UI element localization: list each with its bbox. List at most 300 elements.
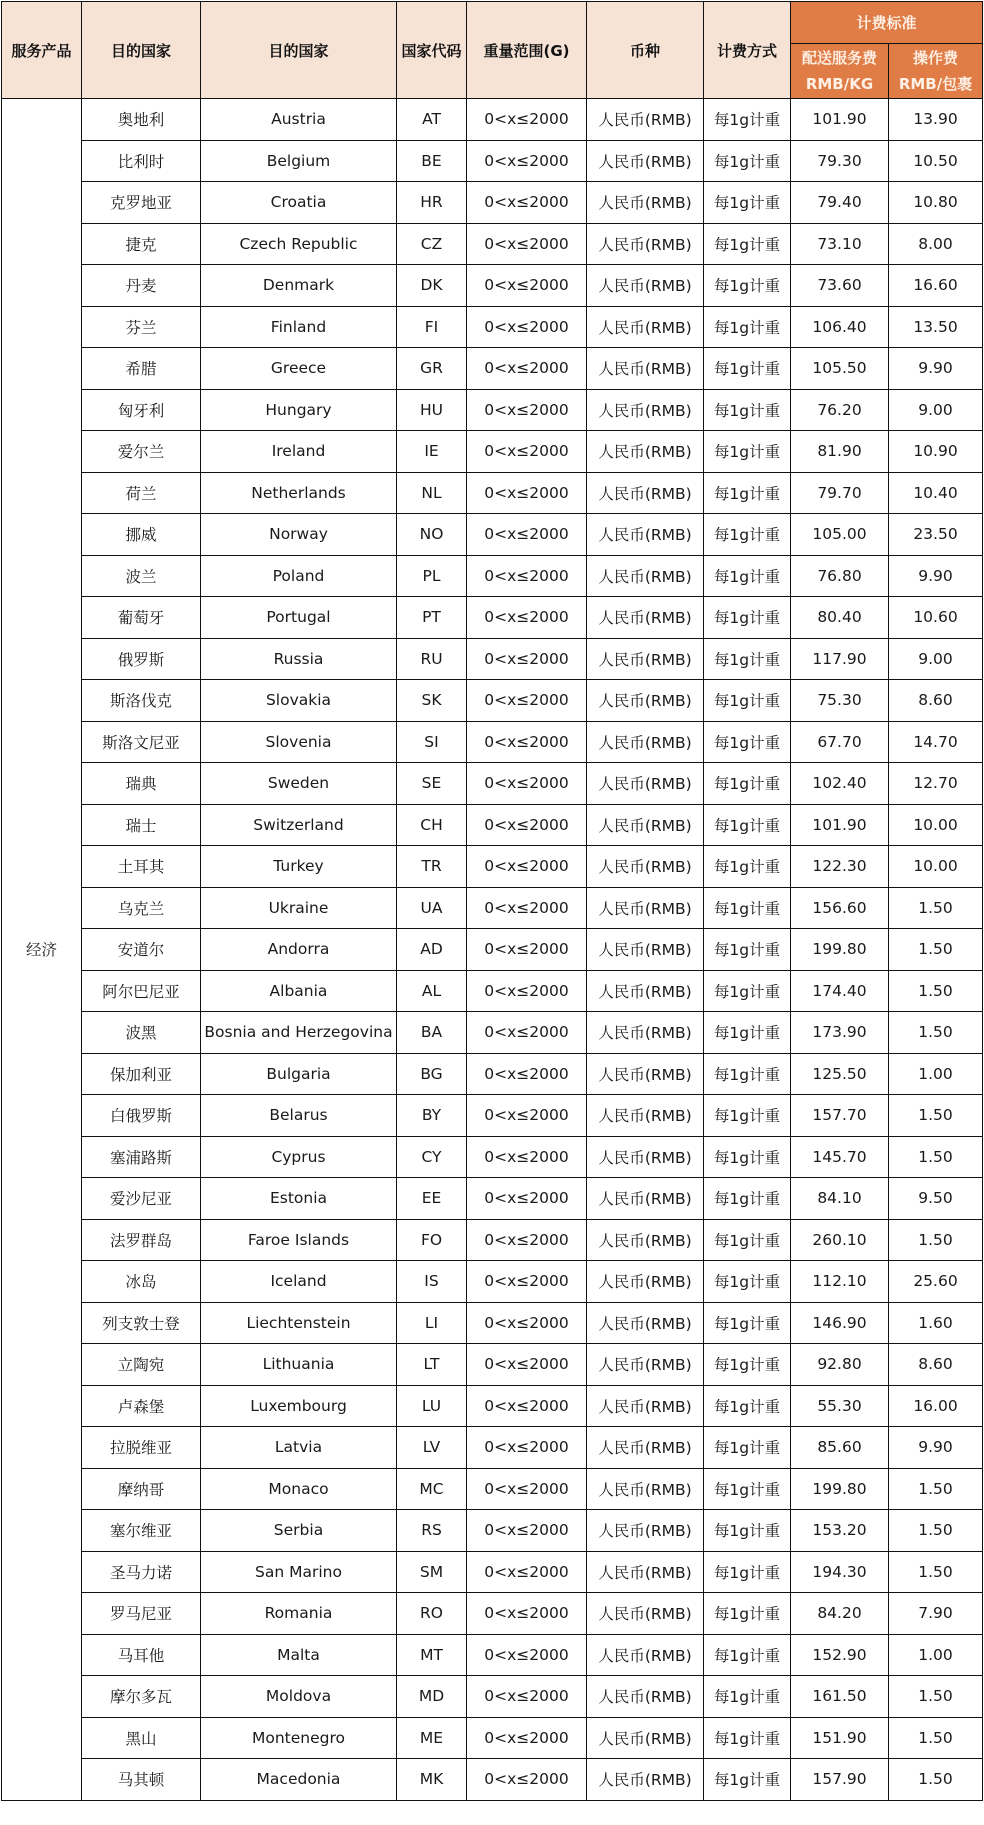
country-code-cell: BG [397, 1053, 467, 1095]
weight-range-cell: 0<x≤2000 [467, 555, 587, 597]
handling-fee-cell: 10.60 [889, 597, 983, 639]
currency-cell: 人民币(RMB) [587, 846, 704, 888]
delivery-fee-cell: 112.10 [791, 1261, 889, 1303]
billing-method-cell: 每1g计重 [704, 721, 791, 763]
destination-en-cell: Faroe Islands [201, 1219, 397, 1261]
table-row [2, 680, 983, 722]
delivery-fee-cell: 81.90 [791, 431, 889, 473]
destination-en-cell: Belarus [201, 1095, 397, 1137]
delivery-fee-cell: 73.60 [791, 265, 889, 307]
table-row [2, 1717, 983, 1759]
shipping-rate-table [1, 1, 983, 1801]
destination-en-cell: Austria [201, 99, 397, 141]
destination-cn-cell: 塞尔维亚 [82, 1510, 201, 1552]
weight-range-cell: 0<x≤2000 [467, 1012, 587, 1054]
table-row [2, 99, 983, 141]
weight-range-cell: 0<x≤2000 [467, 472, 587, 514]
currency-cell: 人民币(RMB) [587, 348, 704, 390]
currency-cell: 人民币(RMB) [587, 265, 704, 307]
table-header [2, 2, 983, 99]
currency-cell: 人民币(RMB) [587, 1219, 704, 1261]
delivery-fee-cell: 152.90 [791, 1634, 889, 1676]
table-row [2, 721, 983, 763]
destination-en-cell: San Marino [201, 1551, 397, 1593]
table-row [2, 929, 983, 971]
handling-fee-cell: 9.50 [889, 1178, 983, 1220]
currency-cell: 人民币(RMB) [587, 1759, 704, 1801]
delivery-fee-cell: 153.20 [791, 1510, 889, 1552]
delivery-fee-cell: 173.90 [791, 1012, 889, 1054]
destination-cn-cell: 白俄罗斯 [82, 1095, 201, 1137]
destination-en-cell: Finland [201, 306, 397, 348]
currency-cell: 人民币(RMB) [587, 431, 704, 473]
billing-method-cell: 每1g计重 [704, 182, 791, 224]
weight-range-cell: 0<x≤2000 [467, 1302, 587, 1344]
billing-method-cell: 每1g计重 [704, 846, 791, 888]
destination-en-cell: Latvia [201, 1427, 397, 1469]
destination-cn-cell: 摩尔多瓦 [82, 1676, 201, 1718]
table-row [2, 1427, 983, 1469]
billing-method-cell: 每1g计重 [704, 99, 791, 141]
destination-en-cell: Moldova [201, 1676, 397, 1718]
currency-cell: 人民币(RMB) [587, 1593, 704, 1635]
header-country-code: 国家代码 [397, 2, 467, 99]
destination-en-cell: Poland [201, 555, 397, 597]
delivery-fee-cell: 260.10 [791, 1219, 889, 1261]
delivery-fee-cell: 199.80 [791, 929, 889, 971]
table-row [2, 1344, 983, 1386]
handling-fee-cell: 8.60 [889, 680, 983, 722]
country-code-cell: UA [397, 887, 467, 929]
weight-range-cell: 0<x≤2000 [467, 99, 587, 141]
currency-cell: 人民币(RMB) [587, 680, 704, 722]
destination-en-cell: Montenegro [201, 1717, 397, 1759]
destination-en-cell: Ukraine [201, 887, 397, 929]
table-row [2, 1261, 983, 1303]
billing-method-cell: 每1g计重 [704, 514, 791, 556]
weight-range-cell: 0<x≤2000 [467, 389, 587, 431]
table-row [2, 223, 983, 265]
table-row [2, 638, 983, 680]
currency-cell: 人民币(RMB) [587, 1634, 704, 1676]
table-row [2, 140, 983, 182]
currency-cell: 人民币(RMB) [587, 1468, 704, 1510]
delivery-fee-cell: 105.00 [791, 514, 889, 556]
table-row [2, 1676, 983, 1718]
destination-en-cell: Croatia [201, 182, 397, 224]
destination-en-cell: Denmark [201, 265, 397, 307]
country-code-cell: FI [397, 306, 467, 348]
destination-cn-cell: 斯洛伐克 [82, 680, 201, 722]
billing-method-cell: 每1g计重 [704, 680, 791, 722]
billing-method-cell: 每1g计重 [704, 1012, 791, 1054]
currency-cell: 人民币(RMB) [587, 1551, 704, 1593]
billing-method-cell: 每1g计重 [704, 1468, 791, 1510]
table-row [2, 763, 983, 805]
handling-fee-cell: 9.90 [889, 1427, 983, 1469]
country-code-cell: AD [397, 929, 467, 971]
destination-cn-cell: 塞浦路斯 [82, 1136, 201, 1178]
destination-cn-cell: 拉脱维亚 [82, 1427, 201, 1469]
handling-fee-cell: 13.90 [889, 99, 983, 141]
billing-method-cell: 每1g计重 [704, 1593, 791, 1635]
destination-en-cell: Lithuania [201, 1344, 397, 1386]
handling-fee-unit: RMB/包裹 [898, 75, 973, 93]
destination-en-cell: Russia [201, 638, 397, 680]
currency-cell: 人民币(RMB) [587, 1385, 704, 1427]
billing-method-cell: 每1g计重 [704, 1261, 791, 1303]
destination-cn-cell: 波黑 [82, 1012, 201, 1054]
country-code-cell: IE [397, 431, 467, 473]
billing-method-cell: 每1g计重 [704, 306, 791, 348]
destination-en-cell: Romania [201, 1593, 397, 1635]
handling-fee-cell: 10.00 [889, 846, 983, 888]
destination-en-cell: Albania [201, 970, 397, 1012]
billing-method-cell: 每1g计重 [704, 638, 791, 680]
table-row [2, 306, 983, 348]
destination-cn-cell: 爱沙尼亚 [82, 1178, 201, 1220]
delivery-fee-cell: 125.50 [791, 1053, 889, 1095]
destination-en-cell: Liechtenstein [201, 1302, 397, 1344]
weight-range-cell: 0<x≤2000 [467, 1385, 587, 1427]
weight-range-cell: 0<x≤2000 [467, 1219, 587, 1261]
handling-fee-cell: 9.90 [889, 348, 983, 390]
destination-cn-cell: 马耳他 [82, 1634, 201, 1676]
handling-fee-cell: 25.60 [889, 1261, 983, 1303]
table-row [2, 887, 983, 929]
currency-cell: 人民币(RMB) [587, 389, 704, 431]
billing-method-cell: 每1g计重 [704, 223, 791, 265]
currency-cell: 人民币(RMB) [587, 721, 704, 763]
destination-cn-cell: 乌克兰 [82, 887, 201, 929]
handling-fee-cell: 23.50 [889, 514, 983, 556]
weight-range-cell: 0<x≤2000 [467, 1593, 587, 1635]
handling-fee-cell: 10.50 [889, 140, 983, 182]
table-row [2, 389, 983, 431]
weight-range-cell: 0<x≤2000 [467, 680, 587, 722]
country-code-cell: HR [397, 182, 467, 224]
destination-en-cell: Cyprus [201, 1136, 397, 1178]
country-code-cell: SK [397, 680, 467, 722]
country-code-cell: SI [397, 721, 467, 763]
weight-range-cell: 0<x≤2000 [467, 1136, 587, 1178]
destination-en-cell: Belgium [201, 140, 397, 182]
currency-cell: 人民币(RMB) [587, 1136, 704, 1178]
country-code-cell: CZ [397, 223, 467, 265]
handling-fee-cell: 12.70 [889, 763, 983, 805]
destination-cn-cell: 冰岛 [82, 1261, 201, 1303]
header-handling-fee [889, 44, 983, 99]
billing-method-cell: 每1g计重 [704, 1219, 791, 1261]
destination-en-cell: Portugal [201, 597, 397, 639]
handling-fee-cell: 10.90 [889, 431, 983, 473]
weight-range-cell: 0<x≤2000 [467, 1095, 587, 1137]
delivery-fee-cell: 106.40 [791, 306, 889, 348]
country-code-cell: LU [397, 1385, 467, 1427]
handling-fee-cell: 10.40 [889, 472, 983, 514]
country-code-cell: AL [397, 970, 467, 1012]
handling-fee-cell: 1.50 [889, 1095, 983, 1137]
delivery-fee-cell: 151.90 [791, 1717, 889, 1759]
destination-cn-cell: 波兰 [82, 555, 201, 597]
handling-fee-cell: 10.00 [889, 804, 983, 846]
country-code-cell: RS [397, 1510, 467, 1552]
table-row [2, 846, 983, 888]
currency-cell: 人民币(RMB) [587, 306, 704, 348]
weight-range-cell: 0<x≤2000 [467, 597, 587, 639]
destination-en-cell: Turkey [201, 846, 397, 888]
handling-fee-cell: 1.50 [889, 887, 983, 929]
header-currency: 币种 [587, 2, 704, 99]
delivery-fee-cell: 145.70 [791, 1136, 889, 1178]
delivery-fee-cell: 55.30 [791, 1385, 889, 1427]
delivery-fee-cell: 79.30 [791, 140, 889, 182]
currency-cell: 人民币(RMB) [587, 1178, 704, 1220]
header-service-product: 服务产品 [2, 2, 82, 99]
country-code-cell: NL [397, 472, 467, 514]
country-code-cell: SM [397, 1551, 467, 1593]
table-row [2, 348, 983, 390]
destination-cn-cell: 瑞士 [82, 804, 201, 846]
currency-cell: 人民币(RMB) [587, 1261, 704, 1303]
table-row [2, 182, 983, 224]
billing-method-cell: 每1g计重 [704, 597, 791, 639]
weight-range-cell: 0<x≤2000 [467, 929, 587, 971]
currency-cell: 人民币(RMB) [587, 970, 704, 1012]
delivery-fee-cell: 75.30 [791, 680, 889, 722]
table-row [2, 804, 983, 846]
table-row [2, 1468, 983, 1510]
delivery-fee-cell: 76.20 [791, 389, 889, 431]
table-row [2, 1219, 983, 1261]
billing-method-cell: 每1g计重 [704, 1136, 791, 1178]
weight-range-cell: 0<x≤2000 [467, 182, 587, 224]
handling-fee-cell: 1.50 [889, 1012, 983, 1054]
table-row [2, 514, 983, 556]
table-row [2, 431, 983, 473]
delivery-fee-cell: 84.10 [791, 1178, 889, 1220]
destination-cn-cell: 奥地利 [82, 99, 201, 141]
billing-method-cell: 每1g计重 [704, 804, 791, 846]
country-code-cell: MK [397, 1759, 467, 1801]
weight-range-cell: 0<x≤2000 [467, 1717, 587, 1759]
billing-method-cell: 每1g计重 [704, 929, 791, 971]
handling-fee-cell: 16.00 [889, 1385, 983, 1427]
destination-en-cell: Slovenia [201, 721, 397, 763]
billing-method-cell: 每1g计重 [704, 1676, 791, 1718]
destination-cn-cell: 荷兰 [82, 472, 201, 514]
country-code-cell: MC [397, 1468, 467, 1510]
table-row [2, 1095, 983, 1137]
handling-fee-cell: 9.00 [889, 389, 983, 431]
destination-cn-cell: 土耳其 [82, 846, 201, 888]
handling-fee-cell: 8.60 [889, 1344, 983, 1386]
weight-range-cell: 0<x≤2000 [467, 721, 587, 763]
country-code-cell: RU [397, 638, 467, 680]
currency-cell: 人民币(RMB) [587, 555, 704, 597]
destination-cn-cell: 爱尔兰 [82, 431, 201, 473]
currency-cell: 人民币(RMB) [587, 804, 704, 846]
country-code-cell: LI [397, 1302, 467, 1344]
weight-range-cell: 0<x≤2000 [467, 804, 587, 846]
destination-cn-cell: 马其顿 [82, 1759, 201, 1801]
header-destination-cn: 目的国家 [82, 2, 201, 99]
currency-cell: 人民币(RMB) [587, 1095, 704, 1137]
table-row [2, 1593, 983, 1635]
delivery-fee-cell: 85.60 [791, 1427, 889, 1469]
delivery-fee-cell: 92.80 [791, 1344, 889, 1386]
country-code-cell: LV [397, 1427, 467, 1469]
table-row [2, 1510, 983, 1552]
weight-range-cell: 0<x≤2000 [467, 638, 587, 680]
handling-fee-cell: 1.50 [889, 1510, 983, 1552]
billing-method-cell: 每1g计重 [704, 970, 791, 1012]
handling-fee-label: 操作费 [913, 49, 959, 67]
destination-cn-cell: 俄罗斯 [82, 638, 201, 680]
destination-cn-cell: 克罗地亚 [82, 182, 201, 224]
destination-en-cell: Bulgaria [201, 1053, 397, 1095]
country-code-cell: BY [397, 1095, 467, 1137]
delivery-fee-cell: 117.90 [791, 638, 889, 680]
currency-cell: 人民币(RMB) [587, 763, 704, 805]
destination-cn-cell: 安道尔 [82, 929, 201, 971]
currency-cell: 人民币(RMB) [587, 1510, 704, 1552]
handling-fee-cell: 13.50 [889, 306, 983, 348]
billing-method-cell: 每1g计重 [704, 555, 791, 597]
destination-cn-cell: 斯洛文尼亚 [82, 721, 201, 763]
handling-fee-cell: 8.00 [889, 223, 983, 265]
handling-fee-cell: 1.50 [889, 929, 983, 971]
handling-fee-cell: 7.90 [889, 1593, 983, 1635]
header-billing-method: 计费方式 [704, 2, 791, 99]
billing-method-cell: 每1g计重 [704, 1717, 791, 1759]
weight-range-cell: 0<x≤2000 [467, 1178, 587, 1220]
country-code-cell: EE [397, 1178, 467, 1220]
handling-fee-cell: 1.50 [889, 1468, 983, 1510]
destination-cn-cell: 圣马力诺 [82, 1551, 201, 1593]
destination-cn-cell: 立陶宛 [82, 1344, 201, 1386]
weight-range-cell: 0<x≤2000 [467, 1510, 587, 1552]
delivery-fee-cell: 122.30 [791, 846, 889, 888]
table-row [2, 472, 983, 514]
delivery-fee-cell: 105.50 [791, 348, 889, 390]
country-code-cell: LT [397, 1344, 467, 1386]
destination-cn-cell: 希腊 [82, 348, 201, 390]
country-code-cell: PL [397, 555, 467, 597]
country-code-cell: FO [397, 1219, 467, 1261]
billing-method-cell: 每1g计重 [704, 265, 791, 307]
service-product-cell: 经济 [2, 99, 82, 1801]
destination-en-cell: Slovakia [201, 680, 397, 722]
billing-method-cell: 每1g计重 [704, 1302, 791, 1344]
weight-range-cell: 0<x≤2000 [467, 1551, 587, 1593]
billing-method-cell: 每1g计重 [704, 140, 791, 182]
table-row [2, 970, 983, 1012]
table-row [2, 1178, 983, 1220]
destination-en-cell: Estonia [201, 1178, 397, 1220]
destination-cn-cell: 卢森堡 [82, 1385, 201, 1427]
table-row [2, 1012, 983, 1054]
destination-en-cell: Ireland [201, 431, 397, 473]
destination-cn-cell: 法罗群岛 [82, 1219, 201, 1261]
weight-range-cell: 0<x≤2000 [467, 1053, 587, 1095]
destination-cn-cell: 瑞典 [82, 763, 201, 805]
billing-method-cell: 每1g计重 [704, 1634, 791, 1676]
currency-cell: 人民币(RMB) [587, 1302, 704, 1344]
delivery-fee-cell: 76.80 [791, 555, 889, 597]
destination-en-cell: Sweden [201, 763, 397, 805]
delivery-fee-label: 配送服务费 [801, 49, 877, 67]
handling-fee-cell: 1.50 [889, 1219, 983, 1261]
destination-cn-cell: 罗马尼亚 [82, 1593, 201, 1635]
weight-range-cell: 0<x≤2000 [467, 1759, 587, 1801]
destination-cn-cell: 挪威 [82, 514, 201, 556]
billing-method-cell: 每1g计重 [704, 431, 791, 473]
country-code-cell: AT [397, 99, 467, 141]
currency-cell: 人民币(RMB) [587, 638, 704, 680]
billing-method-cell: 每1g计重 [704, 1178, 791, 1220]
billing-method-cell: 每1g计重 [704, 763, 791, 805]
country-code-cell: ME [397, 1717, 467, 1759]
handling-fee-cell: 1.50 [889, 1717, 983, 1759]
country-code-cell: HU [397, 389, 467, 431]
destination-en-cell: Bosnia and Herzegovina [201, 1012, 397, 1054]
destination-en-cell: Greece [201, 348, 397, 390]
country-code-cell: BA [397, 1012, 467, 1054]
delivery-fee-cell: 146.90 [791, 1302, 889, 1344]
delivery-fee-cell: 79.40 [791, 182, 889, 224]
handling-fee-cell: 1.00 [889, 1634, 983, 1676]
country-code-cell: MT [397, 1634, 467, 1676]
delivery-fee-cell: 157.70 [791, 1095, 889, 1137]
destination-en-cell: Hungary [201, 389, 397, 431]
table-row [2, 265, 983, 307]
destination-cn-cell: 丹麦 [82, 265, 201, 307]
weight-range-cell: 0<x≤2000 [467, 348, 587, 390]
handling-fee-cell: 1.50 [889, 970, 983, 1012]
country-code-cell: NO [397, 514, 467, 556]
billing-method-cell: 每1g计重 [704, 1344, 791, 1386]
weight-range-cell: 0<x≤2000 [467, 846, 587, 888]
weight-range-cell: 0<x≤2000 [467, 306, 587, 348]
destination-en-cell: Malta [201, 1634, 397, 1676]
table-body [2, 99, 983, 1801]
delivery-fee-cell: 199.80 [791, 1468, 889, 1510]
handling-fee-cell: 1.60 [889, 1302, 983, 1344]
weight-range-cell: 0<x≤2000 [467, 763, 587, 805]
destination-cn-cell: 匈牙利 [82, 389, 201, 431]
billing-method-cell: 每1g计重 [704, 348, 791, 390]
table-row [2, 555, 983, 597]
country-code-cell: BE [397, 140, 467, 182]
weight-range-cell: 0<x≤2000 [467, 1427, 587, 1469]
currency-cell: 人民币(RMB) [587, 1344, 704, 1386]
delivery-fee-cell: 79.70 [791, 472, 889, 514]
billing-method-cell: 每1g计重 [704, 1053, 791, 1095]
billing-method-cell: 每1g计重 [704, 1759, 791, 1801]
header-delivery-fee [791, 44, 889, 99]
delivery-fee-cell: 161.50 [791, 1676, 889, 1718]
destination-en-cell: Netherlands [201, 472, 397, 514]
currency-cell: 人民币(RMB) [587, 182, 704, 224]
handling-fee-cell: 1.00 [889, 1053, 983, 1095]
table-row [2, 597, 983, 639]
destination-en-cell: Andorra [201, 929, 397, 971]
weight-range-cell: 0<x≤2000 [467, 514, 587, 556]
currency-cell: 人民币(RMB) [587, 99, 704, 141]
country-code-cell: CY [397, 1136, 467, 1178]
billing-method-cell: 每1g计重 [704, 1095, 791, 1137]
